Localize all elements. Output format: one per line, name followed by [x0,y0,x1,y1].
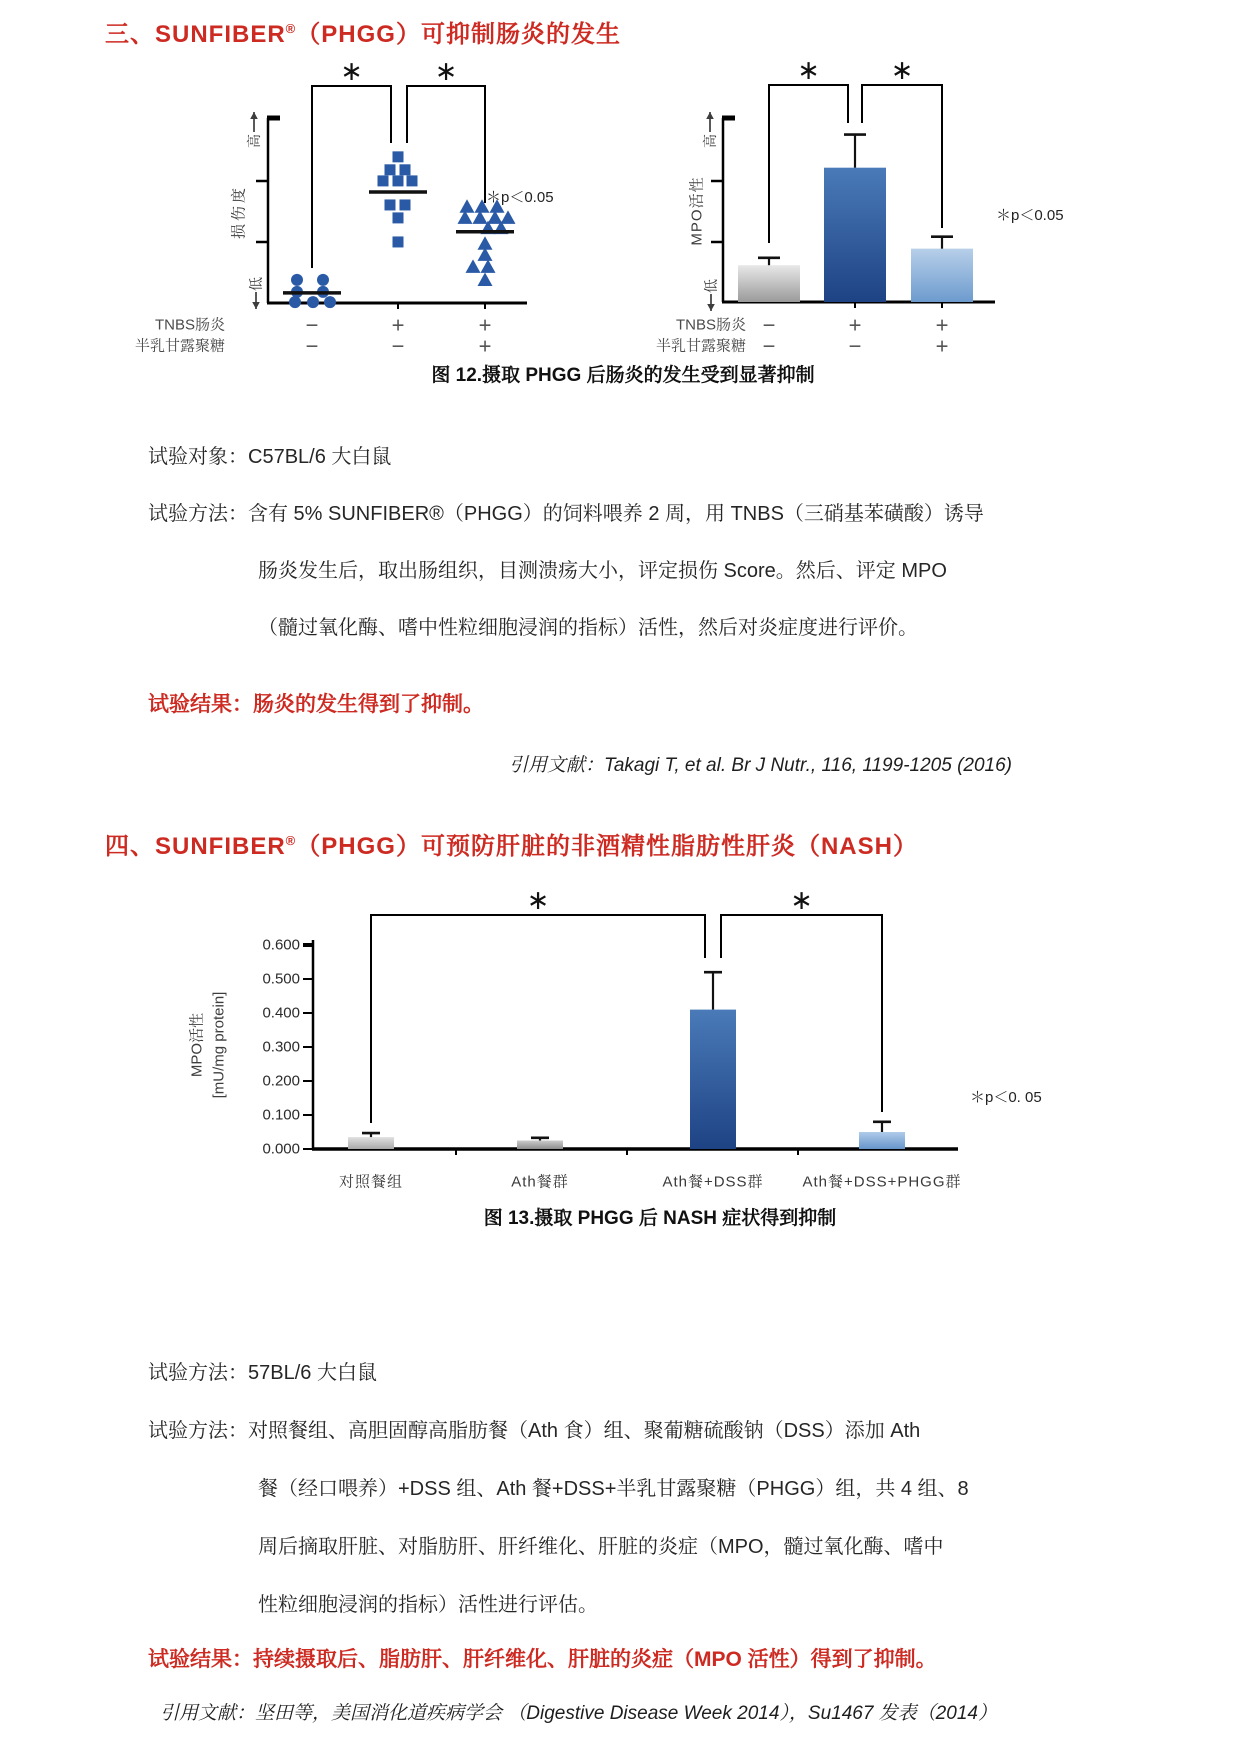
x-row-sign: − [305,333,319,359]
data-point-square [407,175,418,186]
fig13-bar-chart [180,878,980,1198]
fig12-bar-chart [600,55,1010,365]
fig12-scatter-chart [120,55,560,365]
data-point-circle [324,296,336,308]
body-line: 试验方法：对照餐组、高胆固醇高脂肪餐（Ath 食）组、聚葡糖硫酸钠（DSS）添加 Ath [148,1420,921,1442]
heading-text: 四、SUNFIBER [105,833,286,860]
bar [348,1137,394,1149]
data-point-square [385,164,396,175]
body-line: （髓过氧化酶、嗜中性粒细胞浸润的指标）活性，然后对炎症度进行评价。 [258,617,918,639]
y-axis-label: 损伤度 [230,184,248,240]
data-point-square [393,175,404,186]
registered-mark: ® [285,21,297,36]
section4-result: 试验结果：持续摄取后、脂肪肝、肝纤维化、肝脏的炎症（MPO 活性）得到了抑制。 [148,1648,937,1671]
fig13-caption: 图 13.摄取 PHGG 后 NASH 症状得到抑制 [483,1208,837,1229]
data-point-circle [289,296,301,308]
p-value-note: ＊p＜0.05 [996,207,1064,224]
x-row-label: TNBS肠炎 [675,316,746,334]
data-point-triangle [460,199,475,213]
data-point-square [393,212,404,223]
x-row-sign: − [848,333,862,359]
y-tick-label: 0.100 [262,1106,300,1124]
section4-body [148,1356,1088,1646]
body-line: 周后摘取肝脏、对脂肪肝、肝纤维化、肝脏的炎症（MPO，髓过氧化酶、嗜中 [258,1536,944,1558]
category-label: 对照餐组 [338,1173,404,1191]
x-row-label: TNBS肠炎 [154,316,225,334]
x-row-sign: + [478,312,492,338]
significance-star: ∗ [890,55,914,85]
significance-bracket [407,86,485,203]
p-value-note: ＊p＜0. 05 [970,1089,1042,1106]
body-line: 肠炎发生后，取出肠组织，目测溃疡大小，评定损伤 Score。然后、评定 MPO [258,560,947,582]
x-row-label: 半乳甘露聚糖 [655,337,746,355]
y-low-label: 低 [703,279,719,293]
y-high-label: 高 [246,134,262,148]
x-row-sign: − [762,333,776,359]
section3-result: 试验结果：肠炎的发生得到了抑制。 [148,693,484,716]
category-label: Ath餐+DSS+PHGG群 [802,1173,962,1191]
x-row-sign: + [848,312,862,338]
y-tick-label: 0.000 [262,1140,300,1158]
data-point-circle [307,296,319,308]
y-tick-label: 0.200 [262,1072,300,1090]
x-row-sign: − [305,312,319,338]
y-tick-label: 0.300 [262,1038,300,1056]
body-line: 试验方法：含有 5% SUNFIBER®（PHGG）的饲料喂养 2 周，用 TNBS（三硝基苯磺酸）诱导 [148,503,984,525]
data-point-square [385,199,396,210]
data-point-triangle [481,259,496,273]
data-point-square [400,164,411,175]
data-point-triangle [466,259,481,273]
section3-citation: 引用文献：Takagi T, et al. Br J Nutr., 116, 1199-1205 (2016) [508,755,1012,776]
significance-star: ∗ [526,885,550,915]
data-point-triangle [478,273,493,287]
heading-text: （PHGG）可预防肝脏的非酒精性脂肪性肝炎（NASH） [296,833,918,860]
section3-heading [105,14,621,49]
bar [911,249,973,302]
data-point-square [393,151,404,162]
y-axis-label: MPO活性 [688,176,706,246]
data-point-square [393,236,404,247]
section4-citation: 引用文献：坚田等，美国消化道疾病学会 （Digestive Disease Week 2014），Su1467 发表（2014） [160,1703,997,1724]
data-point-square [400,199,411,210]
x-row-label: 半乳甘露聚糖 [134,337,225,355]
heading-text: 三、SUNFIBER [105,21,286,48]
significance-star: ∗ [790,885,813,915]
significance-bracket [721,915,882,1112]
p-value-note: ＊p＜0.05 [486,189,554,206]
registered-mark: ® [285,833,297,848]
significance-bracket [371,915,705,1123]
body-line: 试验对象：C57BL/6 大白鼠 [148,446,392,468]
y-axis-unit: [mU/mg protein] [210,991,228,1099]
x-row-sign: + [935,333,949,359]
bar [824,168,886,302]
data-point-circle [291,274,303,286]
category-label: Ath餐群 [511,1173,569,1191]
y-tick-label: 0.400 [262,1004,300,1022]
significance-star: ∗ [797,55,820,85]
x-row-sign: − [762,312,776,338]
y-high-label: 高 [702,134,718,148]
y-low-label: 低 [248,277,264,291]
significance-star: ∗ [434,56,458,86]
body-line: 餐（经口喂养）+DSS 组、Ath 餐+DSS+半乳甘露聚糖（PHGG）组，共 4 组、8 [258,1478,969,1500]
section4-heading [105,826,918,861]
bar [517,1141,563,1150]
x-row-sign: + [478,333,492,359]
y-tick-label: 0.600 [262,936,300,954]
bar [690,1010,736,1149]
bar [738,265,800,302]
data-point-circle [317,274,329,286]
data-point-square [378,175,389,186]
category-label: Ath餐+DSS群 [662,1173,764,1191]
x-row-sign: − [391,333,405,359]
section3-body [148,440,1088,668]
x-row-sign: + [935,312,949,338]
fig12-caption: 图 12.摄取 PHGG 后肠炎的发生受到显著抑制 [431,365,815,386]
bar [859,1132,905,1149]
x-row-sign: + [391,312,405,338]
body-line: 性粒细胞浸润的指标）活性进行评估。 [258,1594,598,1616]
y-axis-label: MPO活性 [188,1012,206,1078]
significance-star: ∗ [340,56,363,86]
body-line: 试验方法：57BL/6 大白鼠 [148,1362,377,1384]
heading-text: （PHGG）可抑制肠炎的发生 [296,21,621,48]
y-tick-label: 0.500 [262,970,300,988]
